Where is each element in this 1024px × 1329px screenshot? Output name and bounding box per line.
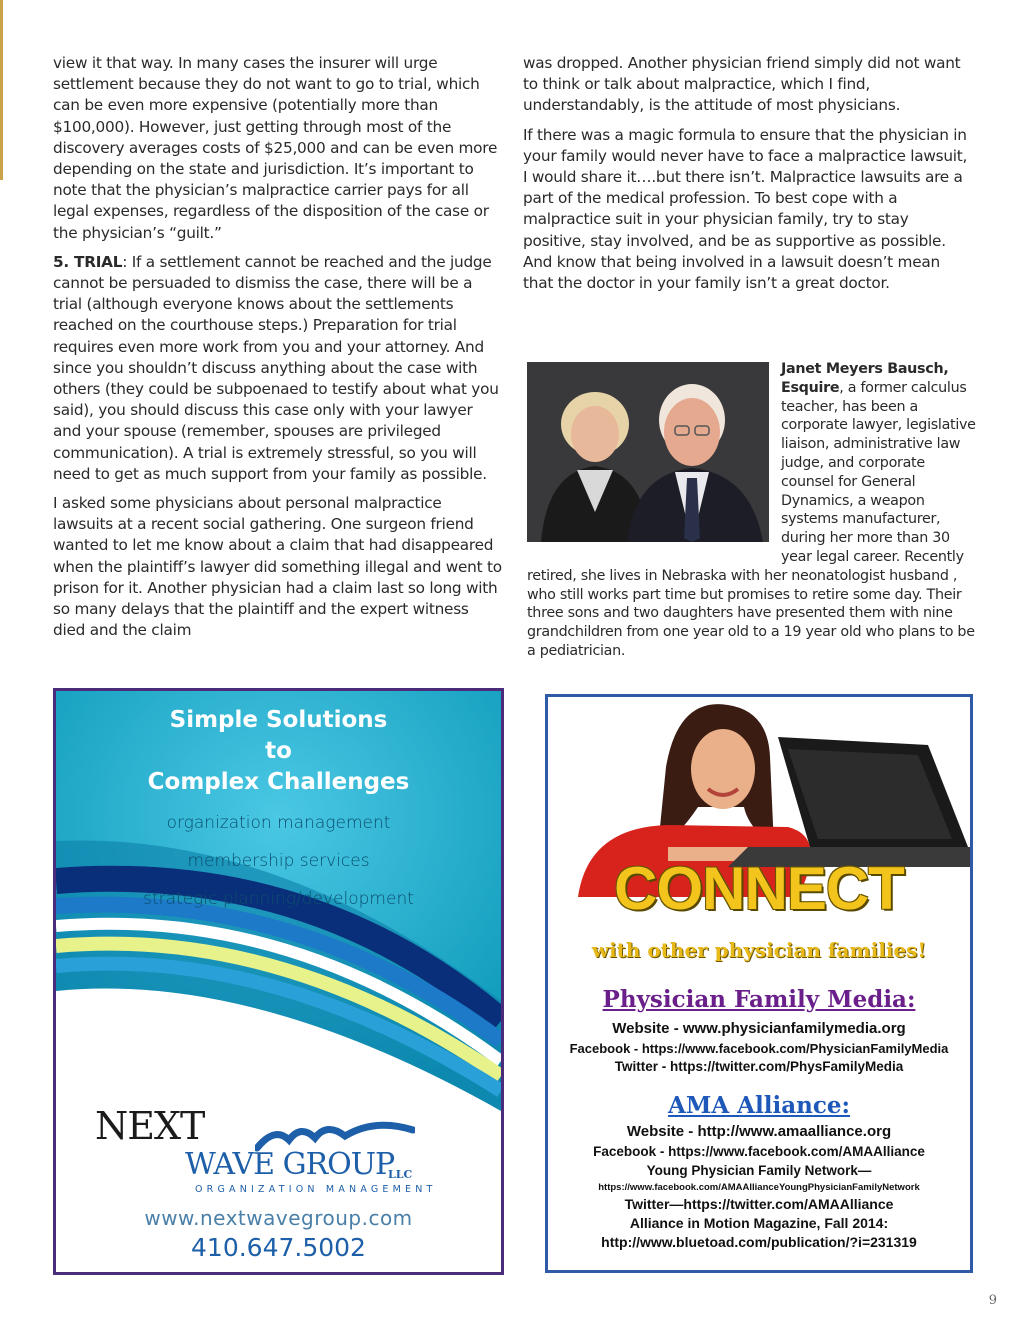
ad-website[interactable]: www.nextwavegroup.com bbox=[144, 1206, 413, 1230]
article-paragraph: was dropped. Another physician friend simply did not want to think or talk about malpractice, which I find, understandably, is the attitude of most physicians. bbox=[523, 54, 961, 115]
pfm-title[interactable]: Physician Family Media: bbox=[602, 986, 916, 1013]
author-photo bbox=[527, 362, 769, 542]
article-paragraph: view it that way. In many cases the insurer will urge settlement because they do not want to go to trial, which can be even more expensive (potentially more than $100,000). However, just getting through most of the discovery averages costs of $25,000 and can be even more depending on the state and jurisdiction. It’s important to note that the physician’s malpractice carrier pays for all legal expenses, regardless of the disposition of the case or the physician’s “guilt.” bbox=[53, 54, 498, 242]
ad-phone[interactable]: 410.647.5002 bbox=[191, 1233, 366, 1262]
pfm-facebook[interactable]: Facebook - https://www.facebook.com/PhysicianFamilyMedia bbox=[569, 1041, 949, 1056]
article-paragraph: If there was a magic formula to ensure that the physician in your family would never have to face a malpractice lawsuit, I would share it….but there isn’t. Malpractice lawsuits are a part of the medical profession. To best cope with a malpractice suit in your physician family, try to stay positive, stay involved, and be as supportive as possible. And know that being involved in a lawsuit doesn’t mean that the doctor in your family isn’t a great doctor. bbox=[523, 125, 968, 293]
logo-next: NEXT bbox=[95, 1104, 205, 1148]
service-item: strategic planning/development bbox=[143, 889, 414, 909]
headline-line: to bbox=[265, 738, 292, 764]
logo-wave-group: WAVE GROUP bbox=[185, 1147, 395, 1182]
article-left-column bbox=[53, 53, 505, 649]
connect-subhead: with other physician families! bbox=[591, 938, 927, 962]
service-item: organization management bbox=[166, 813, 391, 833]
couple-photo-icon bbox=[527, 362, 769, 542]
article-right-column bbox=[523, 53, 973, 302]
ama-twitter[interactable]: Twitter—https://twitter.com/AMAAlliance bbox=[624, 1196, 894, 1212]
article-paragraph bbox=[53, 252, 505, 485]
ad-headline bbox=[56, 705, 501, 798]
author-name: Janet Meyers Bausch, Esquire bbox=[781, 361, 949, 396]
page-number: 9 bbox=[988, 1293, 997, 1308]
ama-title[interactable]: AMA Alliance: bbox=[668, 1092, 850, 1119]
service-item: membership services bbox=[187, 851, 370, 871]
logo-llc: LLC bbox=[388, 1168, 413, 1181]
headline-line: Simple Solutions bbox=[169, 707, 388, 733]
section-heading: 5. TRIAL bbox=[53, 252, 123, 271]
pfm-website[interactable]: Website - www.physicianfamilymedia.org bbox=[612, 1020, 906, 1037]
author-bio bbox=[527, 360, 977, 661]
ama-facebook[interactable]: Facebook - https://www.facebook.com/AMAAlliance bbox=[593, 1144, 925, 1159]
pfm-twitter[interactable]: Twitter - https://twitter.com/PhysFamilyMedia bbox=[614, 1059, 904, 1074]
section-text: : If a settlement cannot be reached and the judge cannot be persuaded to dismiss the case, there will be a trial (although everyone knows about the settlements reached on the courthouse steps.) Preparation for trial requires even more work from you and your attorney. And since you shouldn’t discuss anything about the case with others (they could be subpoenaed to testify about what you said), you should discuss this case only with your lawyer and your spouse (remember, spouses are privileged communication). A trial is extremely stressful, so you will need to get as much support from your family as possible. bbox=[53, 252, 499, 483]
ama-ypfn-link[interactable]: https://www.facebook.com/AMAAllianceYoungPhysicianFamilyNetwork bbox=[598, 1182, 920, 1193]
connect-headline: CONNECT bbox=[614, 855, 904, 922]
author-bio-text: , a former calculus teacher, has been a corporate lawyer, legislative liaison, administrative law judge, and corporate counsel for General Dynamics, a weapon systems manufacturer, during her more than 30 year legal career. Recently retired, she lives in Nebraska with her neonatologist husband , who still works part time but promises to retire some day. Their three sons and two daughters have presented them with nine grandchildren from one year old to a 19 year old who plans to be a pediatrician. bbox=[527, 379, 976, 659]
headline-line: Complex Challenges bbox=[147, 769, 410, 795]
logo-tagline: ORGANIZATION MANAGEMENT bbox=[195, 1184, 437, 1195]
ama-magazine-label: Alliance in Motion Magazine, Fall 2014: bbox=[629, 1215, 889, 1231]
article-paragraph: I asked some physicians about personal malpractice lawsuits at a recent social gathering. One surgeon friend wanted to let me know about a claim that had disappeared when the plaintiff’s lawyer did something illegal and went to prison for it. Another physician had a claim last so long with so many delays that the plaintiff and the expert witness died and the claim bbox=[53, 494, 502, 640]
ama-ypfn-label: Young Physician Family Network— bbox=[646, 1163, 872, 1178]
ama-magazine-link[interactable]: http://www.bluetoad.com/publication/?i=231319 bbox=[601, 1234, 917, 1250]
edge-accent bbox=[0, 0, 3, 180]
ama-website[interactable]: Website - http://www.amaalliance.org bbox=[626, 1123, 892, 1140]
